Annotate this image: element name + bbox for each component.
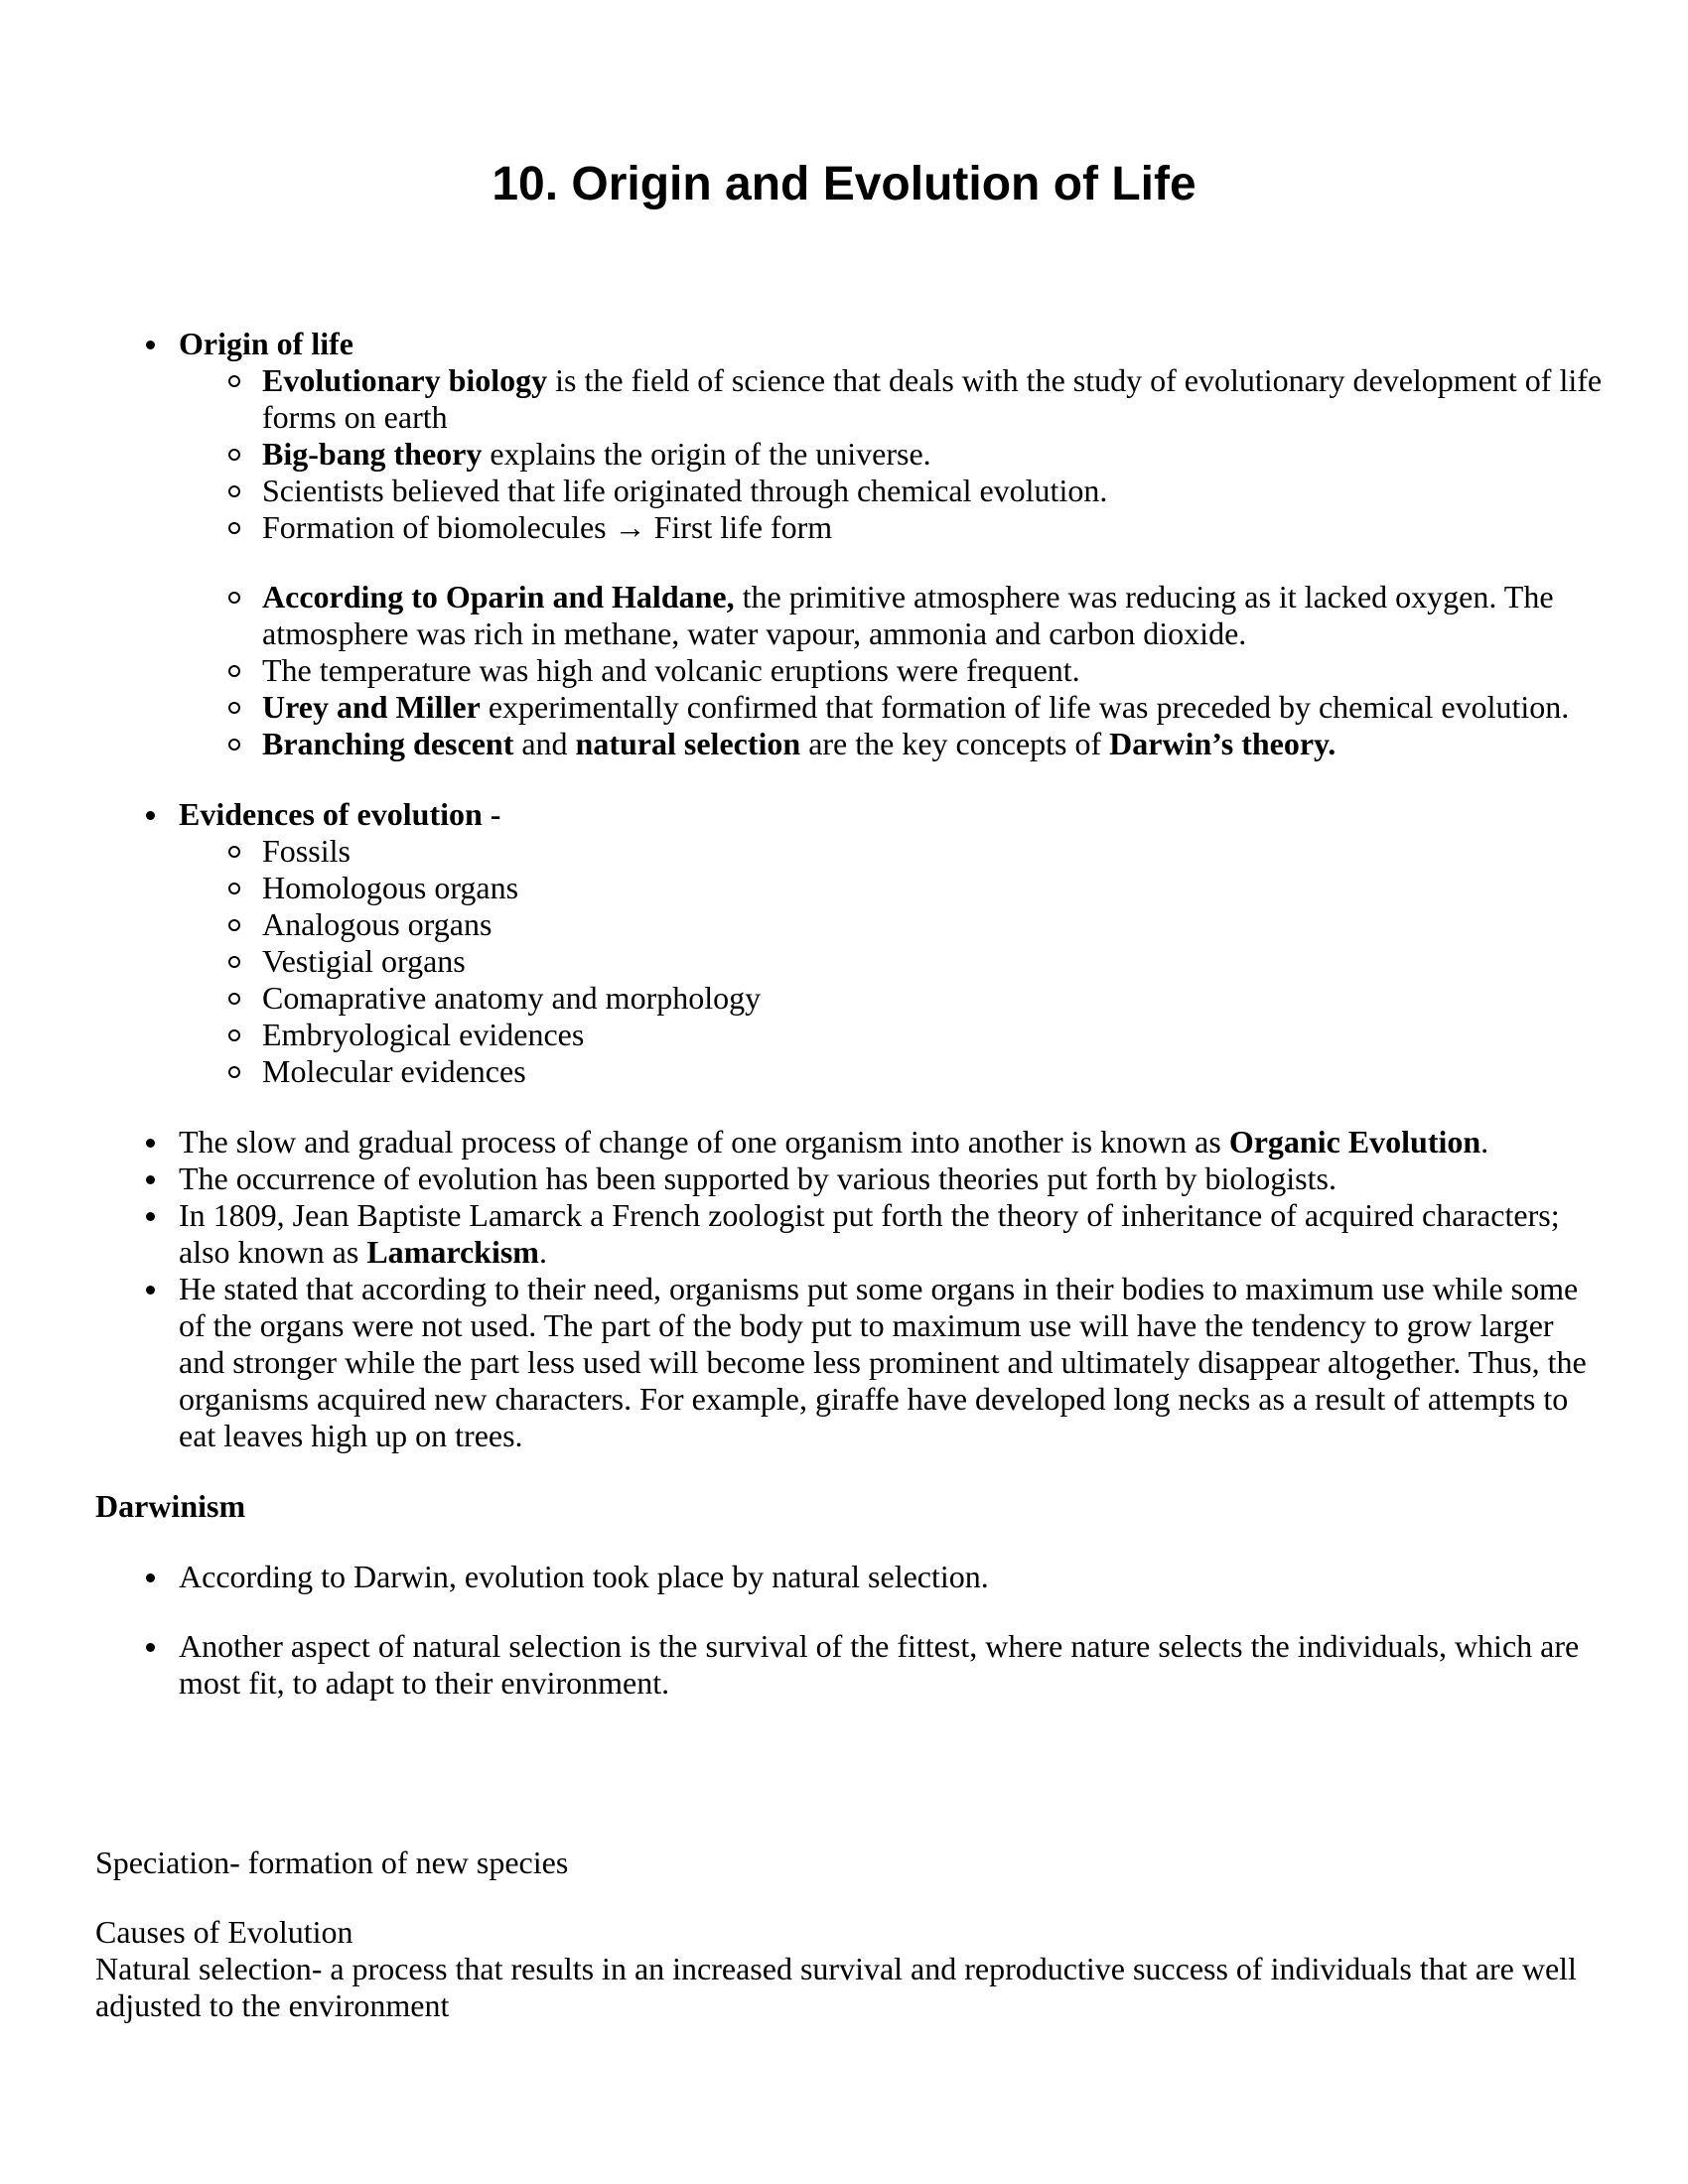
item-text: . [1480,1124,1489,1160]
origin-list [95,326,1605,762]
general-list [95,1124,1605,1454]
item-text: are the key concepts of [800,726,1110,761]
evidences-list [95,796,1605,1090]
item-text: and [513,726,576,761]
bold-term: Branching descent [262,726,514,761]
list-item: Another aspect of natural selection is the survival of the fittest, where nature selects the individuals, which are most fit, to adapt to their environment. [95,1628,1605,1702]
list-item: He stated that according to their need, organisms put some organs in their bodies to maximum use while some of the organs were not used. The part of the body put to maximum use will have the tendency to grow larger and stronger while the part less used will become less prominent and ultimately disappear altogether. Thus, the organisms acquired new characters. For example, giraffe have developed long necks as a result of attempts to eat leaves high up on trees. [95,1271,1605,1454]
document-body [95,326,1605,2024]
darwinism-list-2 [95,1628,1605,1702]
list-item: According to Darwin, evolution took place by natural selection. [95,1559,1605,1595]
item-text: explains the origin of the universe. [482,436,931,472]
list-item: The occurrence of evolution has been supported by various theories put forth by biologists. [95,1160,1605,1197]
causes-heading: Causes of Evolution [95,1914,353,1950]
list-item: Comaprative anatomy and morphology [179,980,1605,1017]
list-item [179,362,1605,436]
list-item [95,1197,1605,1271]
list-item: Vestigial organs [179,943,1605,980]
section-heading-evidences: Evidences of evolution - [179,796,501,832]
section-heading-darwinism: Darwinism [95,1488,246,1524]
page-title: 10. Origin and Evolution of Life [492,158,1196,210]
item-text: Scientists believed that life originated through chemical evolution. [262,473,1108,508]
darwinism-list [95,1559,1605,1595]
item-text: . [538,1234,547,1270]
causes-text: Natural selection- a process that results in an increased survival and reproductive success of individuals that are well adjusted to the environment [95,1951,1577,2023]
item-text: is the field of science that deals with the study of evolutionary development of life forms on earth [262,362,1603,435]
list-item [179,509,1605,546]
item-text: experimentally confirmed that formation of life was preceded by chemical evolution. [480,689,1570,725]
bold-term: natural selection [575,726,801,761]
list-item [179,473,1605,509]
list-item: Homologous organs [179,870,1605,906]
list-item: Embryological evidences [179,1017,1605,1053]
item-text: The temperature was high and volcanic eruptions were frequent. [262,652,1080,688]
bold-term: According to Oparin and Haldane, [262,579,735,614]
list-item [179,579,1605,652]
list-item-origin [95,326,1605,762]
list-item [179,436,1605,473]
bold-term: Big-bang theory [262,436,483,472]
item-text: The slow and gradual process of change of one organism into another is known as [179,1124,1229,1160]
bold-term: Lamarckism [366,1234,539,1270]
bold-term: Darwin’s theory. [1109,726,1336,761]
item-text: In 1809, Jean Baptiste Lamarck a French zoologist put forth the theory of inheritance of acquired characters; also known as [179,1197,1560,1270]
section-heading-origin: Origin of life [179,326,353,361]
list-item: Molecular evidences [179,1053,1605,1090]
list-item: Fossils [179,833,1605,870]
bold-term: Organic Evolution [1228,1124,1481,1160]
bold-term: Evolutionary biology [262,362,548,398]
list-item [179,652,1605,689]
list-item [95,1124,1605,1160]
darwinism-heading-wrap [95,1488,1605,1525]
list-item [179,726,1605,762]
origin-sublist-2 [179,579,1605,762]
list-item-evidences [95,796,1605,1090]
list-item [179,689,1605,726]
bold-term: Urey and Miller [262,689,481,725]
item-text: the primitive atmosphere was reducing as it lacked oxygen. The atmosphere was rich in methane, water vapour, ammonia and carbon dioxide. [262,579,1554,651]
speciation-text: Speciation- formation of new species [95,1844,569,1880]
item-text: Formation of biomolecules → First life form [262,509,833,545]
evidences-sublist [179,833,1605,1090]
list-item: Analogous organs [179,906,1605,943]
origin-sublist [179,362,1605,546]
